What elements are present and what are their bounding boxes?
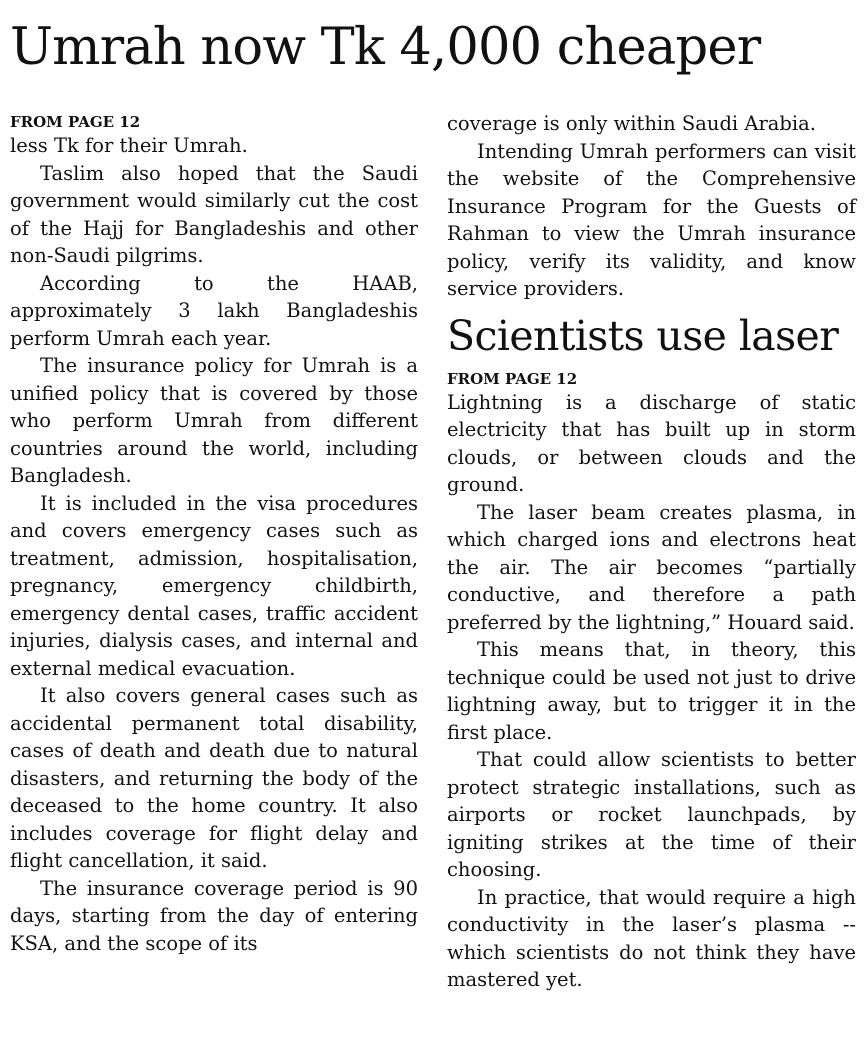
second-story-headline: Scientists use laser	[447, 311, 839, 360]
paragraph: In practice, that would require a high conductivity in the laser’s plasma -- which scientists do not think they have mastered yet.	[447, 885, 856, 991]
headline: Umrah now Tk 4,000 cheaper	[10, 18, 761, 77]
article-column-right	[447, 110, 856, 994]
paragraph: The laser beam creates plasma, in which charged ions and electrons heat the air. The air becomes “partially conductive, and therefore a path preferred by the lightning,” Houard said.	[447, 500, 856, 634]
paragraph: Intending Umrah performers can visit the website of the Comprehensive Insurance Program for the Guests of Rahman to view the Umrah insurance policy, verify its validity, and know service providers.	[447, 139, 856, 300]
paragraph: coverage is only within Saudi Arabia.	[447, 112, 816, 135]
paragraph: less Tk for their Umrah.	[10, 134, 248, 157]
paragraph: Taslim also hoped that the Saudi government would similarly cut the cost of the Hajj for Bangladeshis and other non-Saudi pilgrims.	[10, 161, 418, 267]
paragraph: The insurance policy for Umrah is a unified policy that is covered by those who perform Umrah from different countries around the world, including Bangladesh.	[10, 354, 418, 487]
paragraph: This means that, in theory, this technique could be used not just to drive lightning away, but to trigger it in the first place.	[447, 638, 856, 744]
paragraph: It is included in the visa procedures and covers emergency cases such as treatment, admission, hospitalisation, pregnancy, emergency childbirth, emergency dental cases, traffic accident injuries, dialysis cases, and internal and external medical evacuation.	[10, 491, 418, 680]
paragraph: It also covers general cases such as accidental permanent total disability, cases of death and death due to natural disasters, and returning the body of the deceased to the home country. It also includes coverage for flight delay and flight cancellation, it said.	[10, 684, 418, 872]
paragraph: According to the HAAB, approximately 3 lakh Bangladeshis perform Umrah each year.	[10, 271, 418, 350]
continuation-kicker: FROM PAGE 12	[10, 113, 141, 131]
continuation-kicker: FROM PAGE 12	[447, 369, 578, 388]
paragraph: Lightning is a discharge of static electricity that has built up in storm clouds, or between clouds and the ground.	[447, 390, 856, 496]
paragraph: The insurance coverage period is 90 days, starting from the day of entering KSA, and the scope of its	[10, 876, 418, 955]
article-column-left	[10, 110, 418, 957]
paragraph: That could allow scientists to better protect strategic installations, such as airports or rocket launchpads, by igniting strikes at the time of their choosing.	[447, 748, 856, 881]
